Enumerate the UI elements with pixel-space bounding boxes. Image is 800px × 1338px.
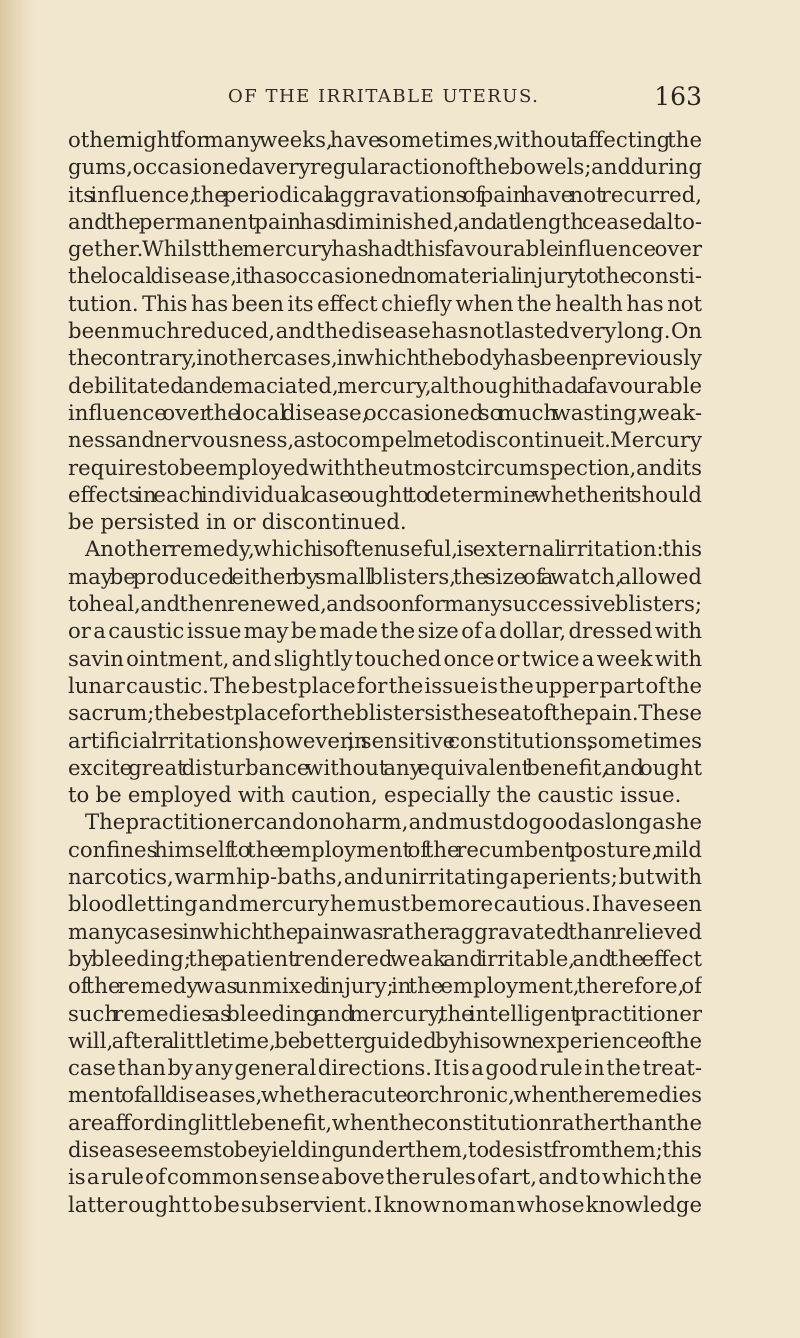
text-line: latter ought to be subservient. I know no man whose knowledge	[68, 1191, 702, 1217]
text-line: case than by any general directions. It is a good rule in the treat-	[68, 1055, 702, 1081]
text-line: to heal, and then renewed, and so on for many successive blisters;	[68, 591, 702, 617]
text-line: disease seems to be yielding under them, to desist from them; this	[68, 1136, 702, 1162]
text-line: may be produced either by small blisters, the size of a watch, allowed	[68, 563, 702, 589]
text-line: influence over the local disease, occasioned so much wasting, weak-	[68, 399, 702, 425]
text-line: effects in each individual case ought to determine whether it should	[68, 481, 702, 507]
text-line: been much reduced, and the disease has not lasted very long. On	[68, 318, 702, 344]
text-line: of the remedy was unmixed injury; in the employment, therefore, of	[68, 973, 702, 999]
text-line: debilitated and emaciated, mercury, although it had a favourable	[68, 372, 702, 398]
text-line: tution. This has been its effect chiefly when the health has not	[68, 290, 702, 316]
text-line: gether. Whilst the mercury has had this favourable influence over	[68, 236, 702, 262]
text-line: or a caustic issue may be made the size of a dollar, dressed with	[68, 618, 702, 644]
text-line: artificial irritations, however, in sensitive constitutions, sometimes	[68, 727, 702, 753]
text-line: to be employed with caution, especially the caustic issue.	[68, 782, 682, 808]
text-line: gums, occasioned a very regular action of the bowels; and during	[68, 154, 702, 180]
text-line: The practitioner can do no harm, and must do good as long as he	[85, 809, 702, 835]
text-line: many cases in which the pain was rather aggravated than relieved	[68, 918, 702, 944]
text-line: are affording little benefit, when the constitution rather than the	[68, 1109, 702, 1135]
text-line: Another remedy, which is often useful, is external irritation: this	[85, 536, 702, 562]
paragraph-2	[68, 535, 702, 808]
text-line: the contrary, in other cases, in which the body has been previously	[68, 345, 702, 371]
body-text	[68, 126, 702, 1218]
text-line: confines himself to the employment of the recumbent posture, mild	[68, 836, 702, 862]
text-line: its influence, the periodical aggravations of pain have not recurred,	[68, 181, 702, 207]
text-line: other night for many weeks, have sometimes, without affecting the	[68, 127, 702, 152]
text-line: requires to be employed with the utmost circumspection, and its	[68, 454, 702, 480]
text-line: excite great disturbance without any equivalent benefit, and ought	[68, 754, 702, 780]
text-line: narcotics, warm hip-baths, and unirritating aperients; but with	[68, 864, 702, 890]
text-line: lunar caustic. The best place for the issue is the upper part of the	[68, 672, 702, 698]
text-line: such remedies as bleeding and mercury, the intelligent practitioner	[68, 1000, 702, 1026]
paragraph-3	[68, 808, 702, 1217]
text-line: bloodletting and mercury he must be more cautious. I have seen	[68, 891, 702, 917]
text-line: ment of all diseases, whether acute or chronic, when the remedies	[68, 1082, 702, 1108]
text-line: will, after a little time, be better guided by his own experience of the	[68, 1027, 702, 1053]
text-line: by bleeding; the patient rendered weak and irritable, and the effect	[68, 945, 702, 971]
text-line: and the permanent pain has diminished, and at length ceased alto-	[68, 208, 702, 234]
text-line: the local disease, it has occasioned no material injury to the consti-	[68, 263, 702, 289]
running-head: OF THE IRRITABLE UTERUS.	[228, 86, 540, 107]
page-header	[68, 82, 702, 114]
page-edge-stain	[0, 0, 36, 1338]
text-line: is a rule of common sense above the rules of art, and to which the	[68, 1164, 702, 1190]
text-line: ness and nervousness, as to compel me to discontinue it. Mercury	[68, 427, 702, 453]
paragraph-1	[68, 126, 702, 535]
text-line: be persisted in or discontinued.	[68, 509, 407, 535]
page-number: 163	[654, 82, 702, 111]
text-line: sacrum; the best place for the blisters is the seat of the pain. These	[68, 700, 702, 726]
text-line: savin ointment, and slightly touched once or twice a week with	[68, 645, 702, 671]
